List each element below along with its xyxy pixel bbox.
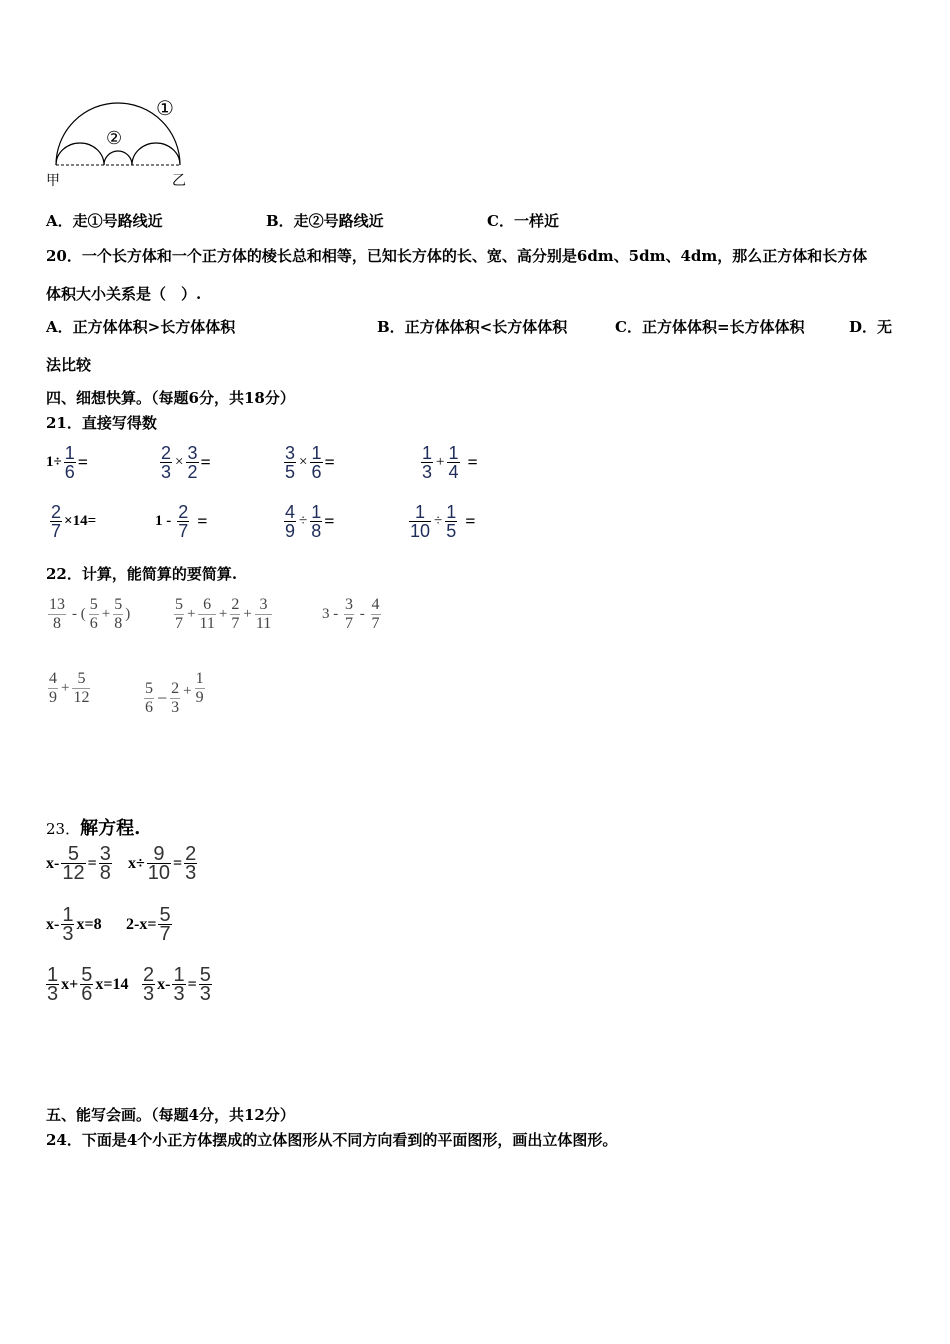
q19-option-b[interactable]: B．走②号路线近: [266, 212, 384, 230]
q21-item-2: 2 3 × 3 2 =: [161, 443, 211, 482]
section4-title: 四、细想快算。（每题6分，共18分）: [46, 389, 295, 407]
q23-eq-2: x÷ 9 10 = 2 3: [128, 843, 197, 884]
q21-item-8: 1 10 ÷ 1 5 =: [410, 502, 476, 541]
q21-item-7: 4 9 ÷ 1 8 =: [285, 502, 335, 541]
q21-item-6: 1 - 2 7 =: [155, 502, 208, 541]
section5-title: 五、能写会画。（每题4分，共12分）: [46, 1106, 295, 1124]
q20-option-d[interactable]: D．无: [849, 318, 893, 336]
point-jia: 甲: [46, 173, 60, 189]
q23-eq-4: 2-x= 5 7: [126, 904, 171, 945]
q22-expr-4: 4 9 + 5 12: [49, 670, 90, 706]
q23-number: 23．: [46, 820, 81, 838]
q19-option-c[interactable]: C．一样近: [487, 212, 559, 230]
q20-option-d-wrap: 法比较: [46, 356, 92, 374]
q23-eq-1: x- 5 12 = 3 8: [46, 843, 111, 884]
q22-expr-3: 3 - 3 7 - 4 7: [322, 596, 380, 632]
q20-option-a[interactable]: A．正方体体积>长方体体积: [46, 318, 236, 336]
point-yi: 乙: [172, 173, 186, 189]
q23-eq-6: 2 3 x- 1 3 = 5 3: [143, 964, 211, 1005]
q23-eq-3: x- 1 3 x=8: [46, 904, 102, 945]
q22-expr-1: 13 8 - ( 5 6 + 5 8 ): [49, 596, 131, 632]
q20-text-line1: 20．一个长方体和一个正方体的棱长总和相等，已知长方体的长、宽、高分别是6dm、5dm、4dm，那么正方体和长方体: [46, 247, 868, 265]
q20-option-c[interactable]: C．正方体体积=长方体体积: [615, 318, 805, 336]
q22-title: 22．计算，能简算的要简算.: [46, 565, 238, 583]
q23-eq-5: 1 3 x+ 5 6 x=14: [47, 964, 129, 1005]
q20-option-b[interactable]: B．正方体体积<长方体体积: [377, 318, 568, 336]
q22-expr-5: 5 6 − 2 3 + 1 9: [145, 670, 204, 716]
q21-title: 21．直接写得数: [46, 414, 157, 432]
q24-text: 24．下面是4个小正方体摆成的立体图形从不同方向看到的平面图形，画出立体图形。: [46, 1131, 618, 1149]
q20-text-line2: 体积大小关系是（ ）.: [46, 285, 202, 303]
q21-item-1: 1÷ 1 6 =: [46, 443, 89, 482]
q21-item-4: 1 3 + 1 4 =: [422, 443, 478, 482]
q22-expr-2: 5 7 + 6 11 + 2 7 + 3 11: [175, 596, 272, 632]
q21-item-5: 2 7 ×14=: [51, 502, 97, 541]
q21-item-3: 3 5 × 1 6 =: [285, 443, 335, 482]
q19-option-a[interactable]: A．走①号路线近: [46, 212, 163, 230]
q23-title: 解方程.: [80, 818, 141, 839]
route-label-1: ①: [156, 96, 174, 120]
route-label-2: ②: [106, 128, 123, 149]
q23-heading: [46, 814, 140, 840]
